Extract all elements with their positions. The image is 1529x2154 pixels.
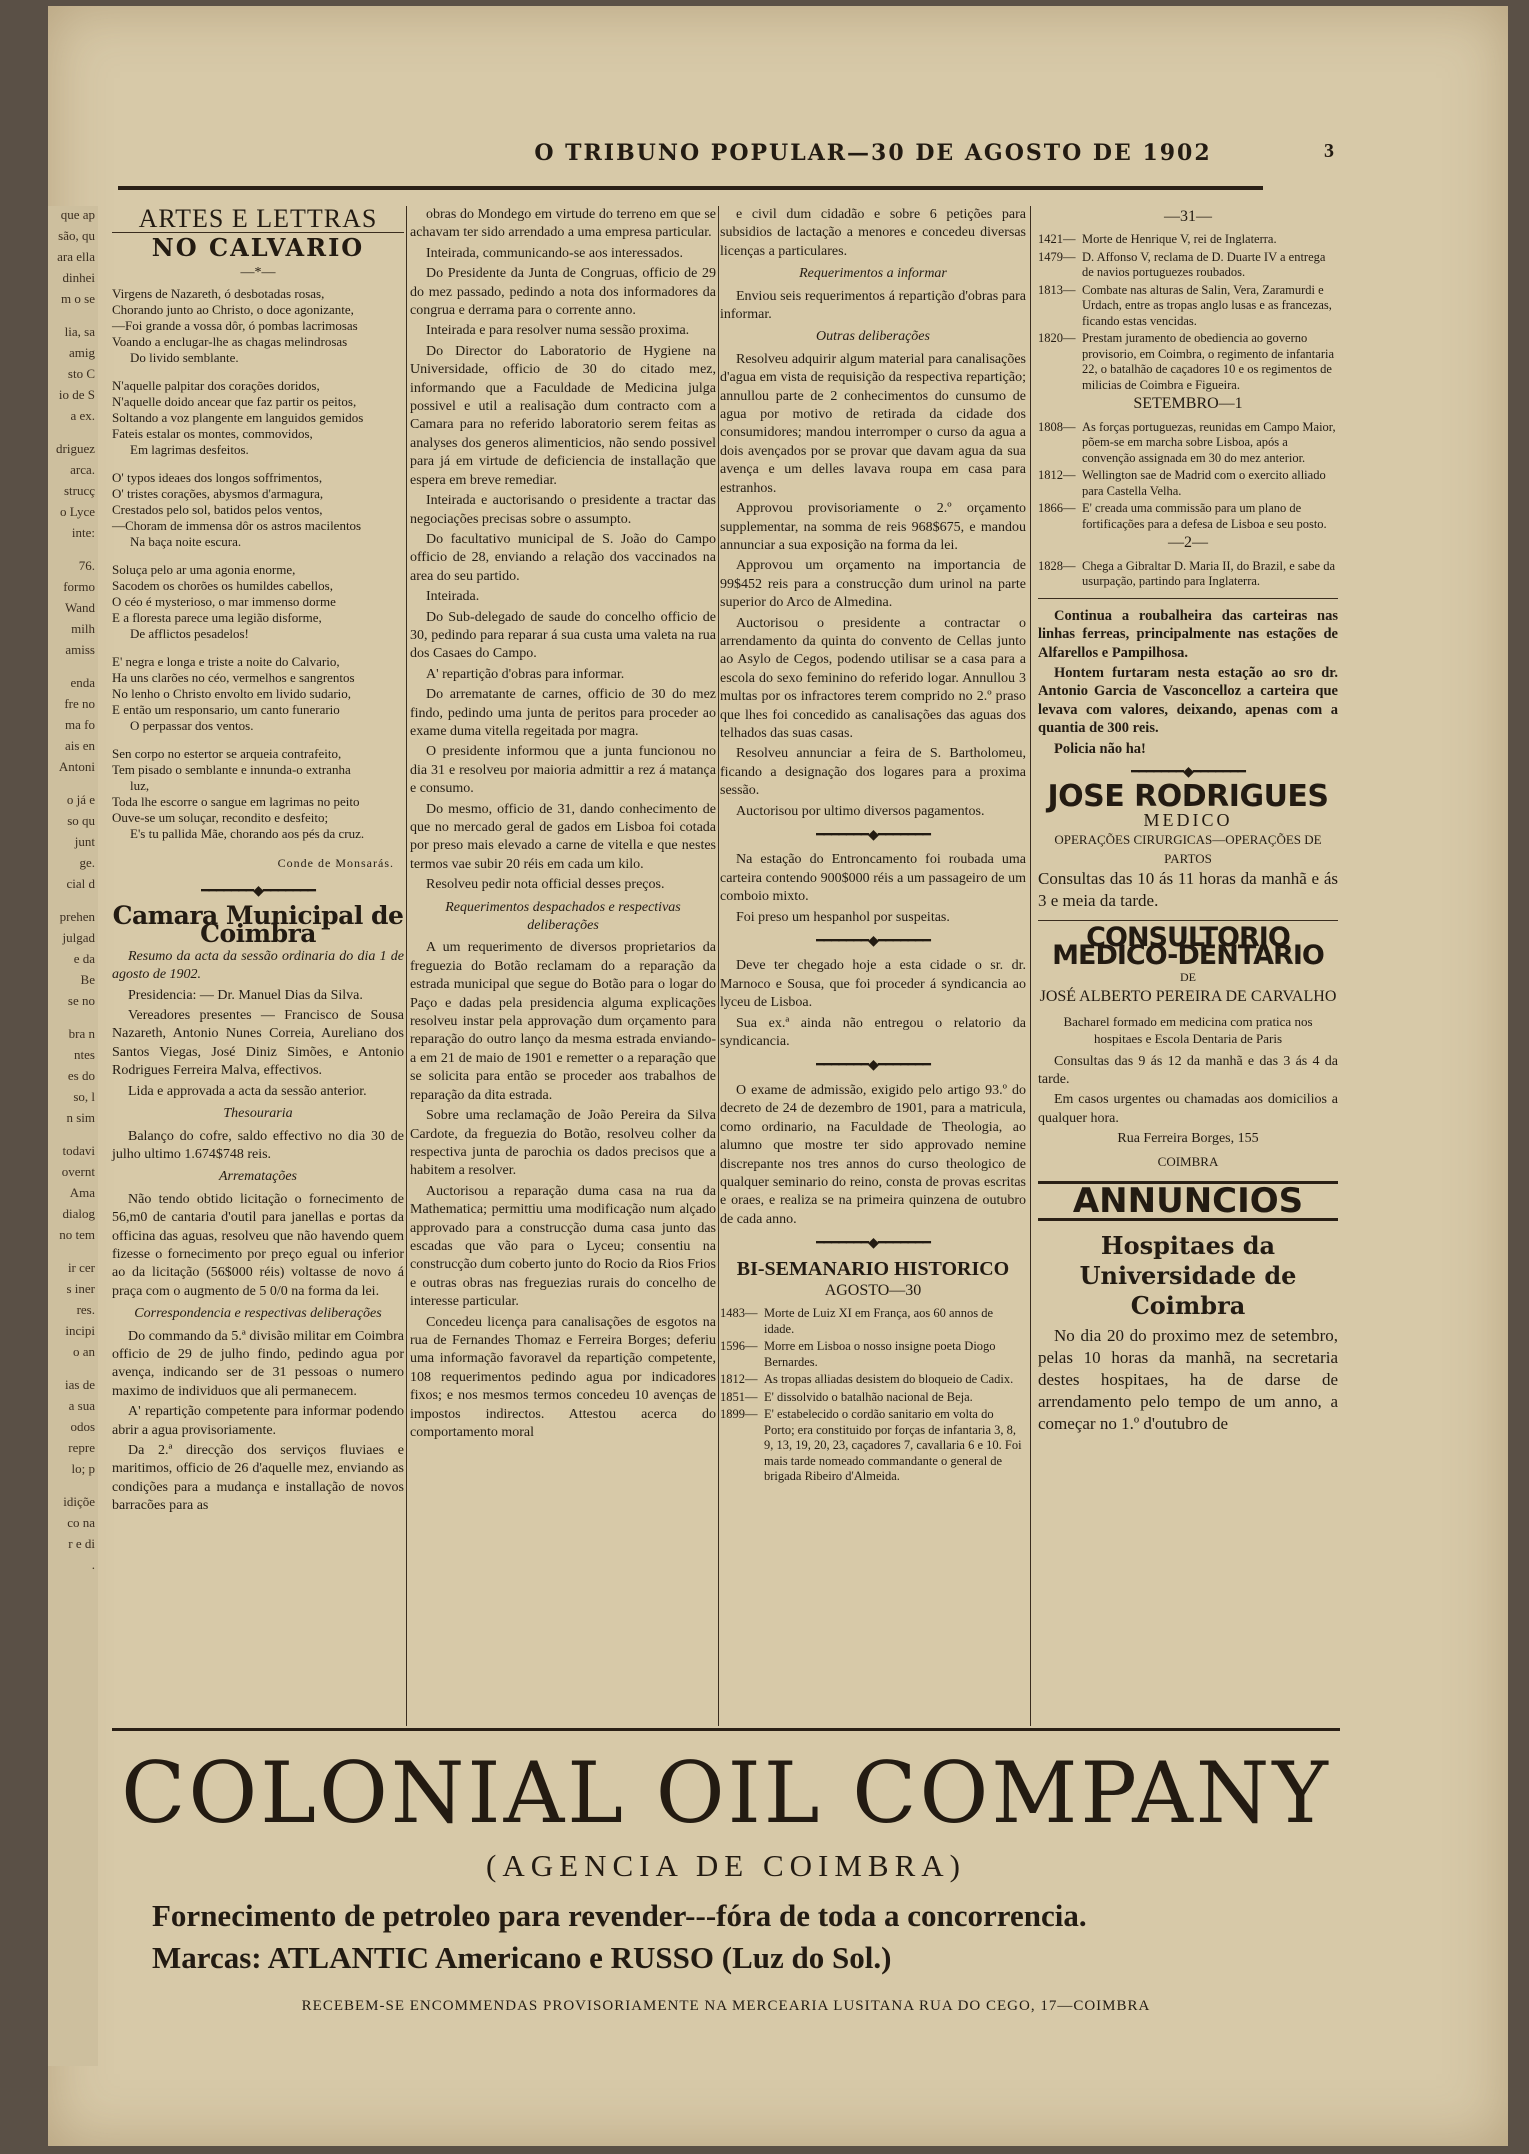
column-2	[410, 206, 716, 1726]
paragraph: Vereadores presentes — Francisco de Sousa Nazareth, Antonio Nunes Correia, Aureliano dos Santos Viegas, José Diniz Simões, e Antonio Rodrigues Ferreira Malva, effectivos.	[112, 1008, 404, 1079]
poem-stanza	[112, 654, 404, 734]
column-2-paragraphs	[410, 206, 716, 895]
subhead-tesouraria: Thesouraria	[223, 1106, 293, 1122]
entry-text: Prestam juramento de obediencia ao governo provisorio, em Coimbra, o regimento de infantaria 22, o batalhão de caçadores 10 e os regimentos de milicias de Coimbra e Figueira.	[1082, 331, 1335, 392]
prev-page-fragment: Ama	[69, 1185, 95, 1200]
entry-text: Morte de Henrique V, rei de Inglaterra.	[1082, 232, 1277, 247]
history-entry	[720, 1339, 1026, 1370]
ad-medico: MEDICO	[1143, 809, 1233, 830]
paragraph: Do Director do Laboratorio de Hygiene na Universidade, officio de 30 do citado mez, informando que a Faculdade de Medicina julga possivel e util a realisação dum contracto com a Camara para no referido laboratorio serem feitas as analyses dos generos alimenticios, não sendo possivel para já em virtude de deficiencia de installação que espera em breve remediar.	[410, 343, 716, 488]
ad-consultas-2: Consultas das 9 ás 12 da manhã e das 3 ás 4 da tarde.	[1038, 1053, 1338, 1088]
poem-line: Soluça pelo ar uma agonia enorme,	[112, 562, 296, 578]
divider-ornament: ━━━━━━━◆━━━━━━━	[201, 883, 315, 899]
entry-text: Chega a Gibraltar D. Maria II, do Brazil, e sabe da usurpação, partindo para Inglaterra.	[1082, 558, 1336, 589]
column-1	[112, 206, 404, 1726]
prev-page-fragment: cial d	[66, 876, 95, 891]
entry-text: D. Affonso V, reclama de D. Duarte IV a entrega de navios portuguezes roubados.	[1082, 249, 1326, 280]
ad-operacoes: OPERAÇÕES CIRURGICAS—OPERAÇÕES DE PARTOS	[1054, 832, 1322, 866]
entry-year: 1479—	[1038, 249, 1076, 264]
poem-author: Conde de Monsarás.	[277, 856, 394, 871]
entry-text: E' estabelecido o cordão sanitario em volta do Porto; era constituido por forças de infantaria 3, 8, 9, 13, 19, 20, 23, caçadores 7, cavallaria 6 e 10. Foi mais tarde nomeado commandante o general de brigada Ribeiro d'Almeida.	[764, 1407, 1022, 1484]
poem-line: O' tristes corações, abysmos d'armagura,	[112, 486, 324, 502]
paragraph: Presidencia: — Dr. Manuel Dias da Silva.	[128, 987, 363, 1003]
prev-page-fragment: res.	[76, 1302, 95, 1317]
prev-page-fragment: strucç	[63, 483, 95, 498]
history-entry	[1038, 559, 1338, 590]
paragraph: Inteirada, communicando-se aos interessados.	[426, 245, 683, 261]
entry-year: 1421—	[1038, 232, 1076, 247]
paragraph: Approvou provisoriamente o 2.º orçamento supplementar, na somma de reis 968$675, e mandou annunciar a sua exposição na forma da lei.	[720, 501, 1026, 553]
entry-text: E' creada uma commissão para um plano de fortificações para a defesa de Lisboa e seu posto.	[1082, 501, 1327, 531]
divider-rule	[1038, 920, 1338, 921]
prev-page-fragment: Wand	[65, 600, 95, 615]
paragraph: Approvou um orçamento na importancia de 99$452 reis para a construcção dum urinol na parte superior do Arco de Almedina.	[720, 558, 1026, 611]
prev-page-fragment: .	[91, 1557, 95, 1572]
entry-text: Combate nas alturas de Salin, Vera, Zaramurdi e Urdach, entre as tropas anglo lusas e as francezas, ficando estas vencidas.	[1082, 282, 1332, 328]
poem-line: De afflictos pesadelos!	[130, 626, 249, 642]
prev-page-fragment: amig	[69, 345, 95, 360]
poem-line: N'aquelle palpitar dos corações doridos,	[112, 378, 320, 394]
column-3-paragraphs-2	[720, 351, 1026, 821]
entry-year: 1483—	[720, 1306, 758, 1321]
paragraph: obras do Mondego em virtude do terreno em que se achavam ter sido arrendado a uma empresa particular.	[410, 207, 716, 241]
paragraph: Lida e approvada a acta da sessão anterior.	[128, 1083, 367, 1099]
prev-page-fragment: Antoni	[58, 759, 95, 774]
ad-rua: Rua Ferreira Borges, 155	[1117, 1131, 1259, 1147]
poem-line: Do livido semblante.	[130, 350, 239, 366]
prev-page-fragment: o Lyce	[59, 504, 95, 519]
prev-page-fragment: junt	[74, 834, 95, 849]
subhead-requerimentos: Requerimentos despachados e respectivas deliberações	[445, 899, 681, 934]
prev-page-fragment: a ex.	[70, 408, 95, 423]
column-4	[1038, 206, 1338, 1726]
date-2: —2—	[1168, 534, 1208, 552]
entry-text: Morre em Lisboa o nosso insigne poeta Diogo Bernardes.	[764, 1339, 996, 1369]
prev-page-fragment: ma fo	[65, 717, 95, 732]
newspaper-page	[48, 6, 1508, 2146]
poem-line: Ha uns clarões no céo, vermelhos e sangrentos	[112, 670, 355, 686]
history-entry	[1038, 283, 1338, 330]
paragraph: Deve ter chegado hoje a esta cidade o sr. dr. Marnoco e Sousa, que foi proceder á syndicancia ao lyceu de Lisboa.	[720, 958, 1026, 1011]
prev-page-fragment: n sim	[66, 1110, 95, 1125]
prev-page-fragment: 76.	[78, 558, 95, 573]
history-entry	[720, 1306, 1026, 1337]
paragraph: A' repartição d'obras para informar.	[426, 666, 625, 682]
ad-consultas-1: Consultas das 10 ás 11 horas da manhã e ás 3 e meia da tarde.	[1038, 869, 1338, 910]
ad-consultorio-title: CONSULTORIO MEDICO-DENTARIO	[1052, 922, 1324, 972]
divider-ornament: ━━━━━━━◆━━━━━━━	[1131, 764, 1245, 780]
poem-line: Chorando junto ao Christo, o doce agonizante,	[112, 302, 354, 318]
column-separator	[718, 206, 719, 1726]
news-exame	[720, 1082, 1026, 1229]
prev-page-fragment: lia, sa	[64, 324, 95, 339]
ad-line-1: Fornecimento de petroleo para revender---fóra de toda a concorrencia.	[152, 1898, 1087, 1933]
paragraph: Do facultativo municipal de S. João do Campo officio de 28, enviando a relação dos vaccinados na area do seu partido.	[410, 531, 716, 584]
poem-line: E' negra e longa e triste a noite do Calvario,	[112, 654, 340, 670]
prev-page-fragment: dialog	[62, 1206, 95, 1221]
entry-year: 1813—	[1038, 282, 1076, 297]
prev-page-fragment: s iner	[66, 1281, 95, 1296]
ad-dentist-name: JOSÉ ALBERTO PEREIRA DE CARVALHO	[1039, 988, 1337, 1006]
column-3-paragraphs	[720, 206, 1026, 261]
prev-page-fragment: enda	[70, 675, 95, 690]
entry-text: E' dissolvido o batalhão nacional de Beja.	[764, 1389, 973, 1404]
poem-line: O céo é mysterioso, o mar immenso dorme	[112, 594, 336, 610]
history-entry	[720, 1372, 1026, 1388]
history-entry	[1038, 468, 1338, 499]
poem-line: N'aquelle doido ancear que faz partir os peitos,	[112, 394, 357, 410]
paragraph: e civil dum cidadão e sobre 6 petições para subsidios de lactação a menores e concedeu diversas licenças a particulares.	[720, 207, 1026, 259]
paragraph: Resolveu pedir nota official desses preços.	[426, 877, 665, 893]
entry-year: 1820—	[1038, 331, 1076, 346]
paragraph: Do Presidente da Junta de Congruas, officio de 29 do mez passado, pedindo a nota dos informadores da congrua e derrama para o corrente anno.	[410, 266, 716, 319]
page-header: O TRIBUNO POPULAR—30 DE AGOSTO DE 1902	[534, 140, 1212, 166]
prev-page-fragment: idiçõe	[63, 1494, 95, 1509]
ad-de: DE	[1180, 969, 1196, 984]
poem-title: NO CALVARIO	[151, 233, 365, 263]
paragraph: Auctorisou o presidente a contractar o arrendamento da quinta do convento de Cellas junto ao Asylo de Cegos, podendo utilisar se a casa para a escola do sexo feminino do referido logar. Annullou 3 multas por os infractores terem comprido no 2.º praso que lhes foi concedido as canalisações das aguas dos telhados das suas casas.	[720, 615, 1026, 741]
subhead-outras: Outras deliberações	[816, 329, 930, 345]
paragraph: Da 2.ª direcção dos serviços fluviaes e maritimos, officio de 26 d'aquelle mez, enviando as condições para a mudança e installação de novos barracões para as	[112, 1443, 404, 1514]
poem-line: Soltando a voz plangente em languidos gemidos	[112, 410, 364, 426]
prev-page-fragment: e da	[73, 951, 95, 966]
prev-page-fragment: ara ella	[57, 249, 95, 264]
paragraph: Sua ex.ª ainda não entregou o relatorio da syndicancia.	[720, 1015, 1026, 1050]
paragraph: Do commando da 5.ª divisão militar em Coimbra officio de 29 de julho findo, pedindo agua por avença, indicando ser de 31 pessoas o numero maximo de individuos que ali permanecem.	[112, 1328, 404, 1399]
ad-urgentes: Em casos urgentes ou chamadas aos domicilios a qualquer hora.	[1038, 1092, 1338, 1126]
prev-page-fragment: milh	[71, 621, 95, 636]
paragraph: Inteirada e auctorisando o presidente a tractar das negociações precisas sobre o assumpto.	[410, 493, 716, 527]
hospitaes-title: Hospitaes da Universidade de Coimbra	[1079, 1231, 1297, 1321]
divider-ornament: ━━━━━━━◆━━━━━━━	[816, 1236, 930, 1252]
poem-line: Fateis estalar os montes, commovidos,	[112, 426, 313, 442]
entry-year: 1808—	[1038, 419, 1076, 434]
entry-year: 1828—	[1038, 558, 1076, 573]
poem-line: Em lagrimas desfeitos.	[130, 442, 249, 458]
hospitaes-text: No dia 20 do proximo mez de setembro, pelas 10 horas da manhã, na secretaria destes hospitaes, ha de darse de arrendamento pelo tempo de um anno, a começar no 1.º d'outubro de	[1038, 1326, 1338, 1434]
subhead-arrematacoes: Arrematações	[218, 1169, 298, 1185]
prev-page-fragment: ir cer	[67, 1260, 95, 1275]
column-separator	[1030, 206, 1031, 1726]
prev-page-fragment: fre no	[64, 696, 95, 711]
prev-page-fragment: julgad	[62, 930, 95, 945]
prev-page-fragment: inte:	[71, 525, 95, 540]
entries-setembro	[1038, 420, 1338, 533]
poem-line: O perpassar dos ventos.	[130, 718, 254, 734]
poem-line: Tem pisado o semblante e innunda-o extranha	[112, 762, 351, 778]
poem-stanza	[112, 470, 404, 550]
prev-page-fragment: m o se	[61, 291, 95, 306]
column-separator	[406, 206, 407, 1726]
prev-page-fragment: dinhei	[62, 270, 95, 285]
entry-year: 1812—	[1038, 468, 1076, 483]
poem	[112, 286, 404, 842]
history-entry	[1038, 331, 1338, 393]
entries-31	[1038, 232, 1338, 393]
resumo-text: Resumo da acta da sessão ordinaria do dia 1 de agosto de 1902.	[112, 948, 404, 983]
divider-ornament: ━━━━━━━◆━━━━━━━	[816, 828, 930, 843]
prev-page-fragment: overnt	[61, 1164, 95, 1179]
date-31: —31—	[1164, 208, 1212, 225]
prev-page-fragment: prehen	[59, 909, 95, 924]
prev-page-fragment: driguez	[56, 441, 95, 456]
paragraph: A um requerimento de diversos proprietarios da freguezia do Botão reclamam do a reparação da estrada municipal que segue do Botão para o logar do Paço e dadas pela presidencia alguma explicações resolveu instar pela approvação dum orçamento para reparação do outro lanço da mesma estrada enviando-a em 21 de maio de 1901 e remetter o a reparação que se solicita para então se proceder aos trabalhos de reparação da dita estrada.	[410, 940, 716, 1103]
ad-jose-rodrigues: JOSE RODRIGUES	[1047, 779, 1329, 815]
entry-text: Morte de Luiz XI em França, aos 60 annos de idade.	[764, 1306, 994, 1336]
poem-line: E's tu pallida Mãe, chorando aos pés da cruz.	[130, 826, 365, 842]
ad-agency: (AGENCIA DE COIMBRA)	[486, 1848, 966, 1883]
prev-page-fragment: bra n	[68, 1026, 95, 1041]
paragraph: Do arrematante de carnes, officio de 30 do mez findo, pedindo uma junta de peritos para proceder ao exame duma vitella regeitada por magra.	[410, 687, 716, 739]
entry-year: 1596—	[720, 1339, 758, 1354]
annuncios-title: ANNUNCIOS	[1038, 1181, 1338, 1221]
prev-page-fragment: Be	[80, 972, 95, 987]
divider-ornament: ━━━━━━━◆━━━━━━━	[816, 934, 930, 950]
entry-year: 1851—	[720, 1389, 758, 1404]
ad-coimbra: COIMBRA	[1157, 1153, 1219, 1169]
poem-line: Sen corpo no estertor se arqueia contrafeito,	[112, 746, 342, 762]
paragraph: Auctorisou por ultimo diversos pagamentos.	[736, 803, 985, 819]
prev-page-fragment: ias de	[65, 1377, 95, 1392]
page-number: 3	[1324, 140, 1334, 162]
paragraph: Foi preso um hespanhol por suspeitas.	[736, 909, 950, 925]
date-setembro: SETEMBRO—1	[1133, 395, 1243, 413]
ad-rule	[112, 1728, 1340, 1731]
divider-rule	[1038, 598, 1338, 599]
poem-stanza	[112, 378, 404, 458]
poem-line: Na baça noite escura.	[130, 534, 242, 550]
paragraph: Concedeu licença para canalisações de esgotos na rua de Fernandes Thomaz e Ferreira Borges; deferiu uma informação favoravel da repartição competente, 108 requerimentos pedindo agua por indicadores fixos; e nos mesmos termos concedeu 10 avenças de impostos indirectos. Attestou acerca do comportamento moral	[410, 1314, 716, 1440]
paragraph: Sobre uma reclamação de João Pereira da Silva Cardote, da freguezia do Botão, resolveu colher da respectiva junta de parochia os dados precisos que a habitem a resolver.	[410, 1108, 716, 1179]
poem-line: —Choram de immensa dôr os astros macilentos	[112, 518, 362, 534]
paragraph: Auctorisou a reparação duma casa na rua da Mathematica; permittiu uma modificação num alçado approvado para a construcção duma casa junto das escadas que vão para o Lyceu; consentiu na construcção dum coberto junto do Rocio da Rios Frios e outras obras nas freguezias rurais do concelho de interesse particular.	[410, 1183, 716, 1310]
prev-page-fragment: repre	[68, 1440, 95, 1455]
entry-text: Wellington sae de Madrid com o exercito alliado para Castella Velha.	[1082, 468, 1326, 498]
prev-page-fragment: formo	[63, 579, 95, 594]
prev-page-fragment: são, qu	[58, 228, 95, 243]
bi-semanario-date: AGOSTO—30	[824, 1281, 922, 1299]
divider-ornament: ━━━━━━━◆━━━━━━━	[816, 1058, 930, 1074]
poem-line: —Foi grande a vossa dôr, ó pombas lacrimosas	[112, 318, 358, 334]
poem-line: No lenho o Christo envolto em livido sudario,	[112, 686, 352, 702]
ad-bacharel: Bacharel formado em medicina com pratica nos hospitaes e Escola Dentaria de Paris	[1063, 1013, 1313, 1046]
poem-stanza	[112, 562, 404, 642]
prev-page-fragment: amiss	[65, 642, 95, 657]
poem-line: O' typos ideaes dos longos soffrimentos,	[112, 470, 323, 486]
prev-page-fragment: sto C	[67, 366, 95, 381]
prev-page-fragment: arca.	[70, 462, 95, 477]
paragraph: Continua a roubalheira das carteiras nas linhas ferreas, principalmente nas estações de Alfarellos e Pampilhosa.	[1038, 607, 1338, 661]
camara-paragraphs	[112, 987, 404, 1101]
prev-page-fragment: ntes	[74, 1047, 95, 1062]
paragraph: Do mesmo, officio de 31, dando conhecimento de que no mercado geral de gados em Lisboa foi cotada por preso mais elevado a carne de vitella e que nestes termos vae subir 20 réis em cada um kilo.	[410, 801, 716, 872]
history-entry	[720, 1390, 1026, 1406]
bi-semanario-entries	[720, 1306, 1026, 1485]
prev-page-fragment: odos	[70, 1419, 95, 1434]
prev-page-fragment: a sua	[68, 1398, 95, 1413]
history-entry	[1038, 420, 1338, 467]
subhead-requerimentos-informar: Requerimentos a informar	[799, 266, 947, 282]
bi-semanario-title: BI-SEMANARIO HISTORICO	[736, 1257, 1010, 1280]
colonial-oil-ad	[112, 1746, 1340, 2076]
entry-text: As tropas alliadas desistem do bloqueio de Cadix.	[764, 1372, 1014, 1387]
poem-line: Virgens de Nazareth, ó desbotadas rosas,	[112, 286, 325, 302]
prev-page-fragment: ais en	[65, 738, 95, 753]
prev-page-fragment: es do	[67, 1068, 95, 1083]
history-entry	[1038, 250, 1338, 281]
camara-title: Camara Municipal de Coimbra	[112, 901, 404, 949]
balanco-text: Balanço do cofre, saldo effectivo no dia 30 de julho ultimo 1.674$748 reis.	[112, 1128, 404, 1162]
column-2-paragraphs-2	[410, 939, 716, 1442]
prev-page-fragment: ge.	[79, 855, 95, 870]
poem-line: E então um responsario, um canto funerario	[112, 702, 340, 718]
paragraph: Na estação do Entroncamento foi roubada uma carteira contendo 900$000 réis a um passageiro de um comboio mixto.	[720, 852, 1026, 905]
previous-page-strip	[48, 206, 98, 2066]
poem-line: Crestados pelo sol, batidos pelos ventos,	[112, 502, 323, 518]
entry-text: As forças portuguezas, reunidas em Campo Maior, põem-se em marcha sobre Lisboa, após a convenção assignada em 30 do mez anterior.	[1082, 419, 1336, 465]
paragraph: A' repartição competente para informar podendo abrir a agua provisoriamente.	[112, 1404, 404, 1438]
entry-year: 1812—	[720, 1372, 758, 1387]
prev-page-fragment: io de S	[58, 387, 95, 402]
ad-line-2: Marcas: ATLANTIC Americano e RUSSO (Luz do Sol.)	[152, 1940, 892, 1975]
paragraph: O exame de admissão, exigido pelo artigo 93.º do decreto de 24 de dezembro de 1901, para a matricula, como ordinario, na Faculdade de Theologia, ao alumno que mostre ter sido approvado nemine discrepante nos tres annos do curso theologico de qualquer seminario do reino, consta de provas escritas e oraes, e realiza se na primeira quinzena de outubro de cada anno.	[720, 1082, 1026, 1227]
prev-page-fragment: lo; p	[71, 1461, 95, 1476]
requerimentos-text: Enviou seis requerimentos á repartição d'obras para informar.	[720, 288, 1026, 323]
prev-page-fragment: todavi	[62, 1143, 95, 1158]
poem-line: Voando a enclugar-lhe as chagas melindrosas	[112, 334, 348, 350]
paragraph: Resolveu annunciar a feira de S. Bartholomeu, ficando a designação dos logares para a proxima sessão.	[720, 746, 1026, 799]
prev-page-fragment: o an	[72, 1344, 95, 1359]
ad-title: COLONIAL OIL COMPANY	[121, 1744, 1331, 1842]
prev-page-fragment: o já e	[66, 792, 95, 807]
prev-page-fragment: so qu	[67, 813, 95, 828]
poem-line: Ouve-se um soluçar, recondito e desfeito;	[112, 810, 329, 826]
prev-page-fragment: se no	[67, 993, 95, 1008]
prev-page-fragment: r e di	[68, 1536, 95, 1551]
paragraph: Resolveu adquirir algum material para canalisações d'agua em vista de requisição da respectiva repartição; annullou parte de 2 conhecimentos do cunsumo de agua por motivo de retirada da cidade dos consumidores; mandou interromper o curso da agua a dois avençados por se provar que davam agua da sua avença e um delles lavava roupa em casa para estranhos.	[720, 351, 1026, 496]
prev-page-fragment: co na	[67, 1515, 95, 1530]
history-entry	[1038, 232, 1338, 248]
entry-year: 1899—	[720, 1407, 758, 1422]
arrematacoes-text: Não tendo obtido licitação o fornecimento de 56,m0 de cantaria d'outil para janellas e portas da officina das aguas, resolveu que não havendo quem fizesse o fornecimento por preço egual ou inferior ao da licitação (56$000 réis) voltasse de novo á praça com o augmento de 5 0/0 na forma da lei.	[112, 1191, 404, 1299]
news-entroncamento	[720, 851, 1026, 927]
paragraph: Hontem furtaram nesta estação ao sro dr. Antonio Garcia de Vasconcelloz a carteira que levava com valores, deixando, apenas com a quantia de 300 reis.	[1038, 664, 1338, 737]
prev-page-fragment: incipi	[65, 1323, 95, 1338]
header-rule	[118, 186, 1263, 190]
correspondencia-paragraphs	[112, 1328, 404, 1516]
poem-line: luz,	[130, 778, 150, 794]
poem-line: Sacodem os chorões os humildes cabellos,	[112, 578, 333, 594]
news-marnoco	[720, 957, 1026, 1051]
news-roubalheira	[1038, 607, 1338, 758]
section-title-artes: ARTES E LETTRAS	[112, 210, 404, 233]
ad-footer: RECEBEM-SE ENCOMMENDAS PROVISORIAMENTE NA MERCEARIA LUSITANA RUA DO CEGO, 17—COIMBRA	[301, 1998, 1151, 2014]
history-entry	[720, 1407, 1026, 1485]
history-entry	[1038, 501, 1338, 532]
poem-line: Toda lhe escorre o sangue em lagrimas no peito	[112, 794, 360, 810]
poem-stanza	[112, 286, 404, 366]
prev-page-fragment: no tem	[59, 1227, 95, 1242]
paragraph: Inteirada.	[426, 589, 480, 605]
column-3	[720, 206, 1026, 1726]
prev-page-fragment: que ap	[60, 207, 95, 222]
entries-2	[1038, 559, 1338, 590]
prev-page-fragment: so, l	[73, 1089, 95, 1104]
subhead-correspondencia: Correspondencia e respectivas deliberações	[134, 1306, 382, 1322]
entry-year: 1866—	[1038, 501, 1076, 516]
paragraph: Policia não ha!	[1054, 740, 1146, 757]
poem-stanza	[112, 746, 404, 842]
star-ornament: —*—	[240, 264, 276, 280]
paragraph: O presidente informou que a junta funcionou no dia 31 e resolveu por maioria admittir a rez á matança e consumo.	[410, 744, 716, 797]
paragraph: Do Sub-delegado de saude do concelho officio de 30, pedindo para reparar á sua custa uma valeta na rua dos Casaes do Campo.	[410, 609, 716, 662]
poem-line: E a floresta parece uma legião disforme,	[112, 610, 322, 626]
paragraph: Inteirada e para resolver numa sessão proxima.	[426, 323, 690, 339]
